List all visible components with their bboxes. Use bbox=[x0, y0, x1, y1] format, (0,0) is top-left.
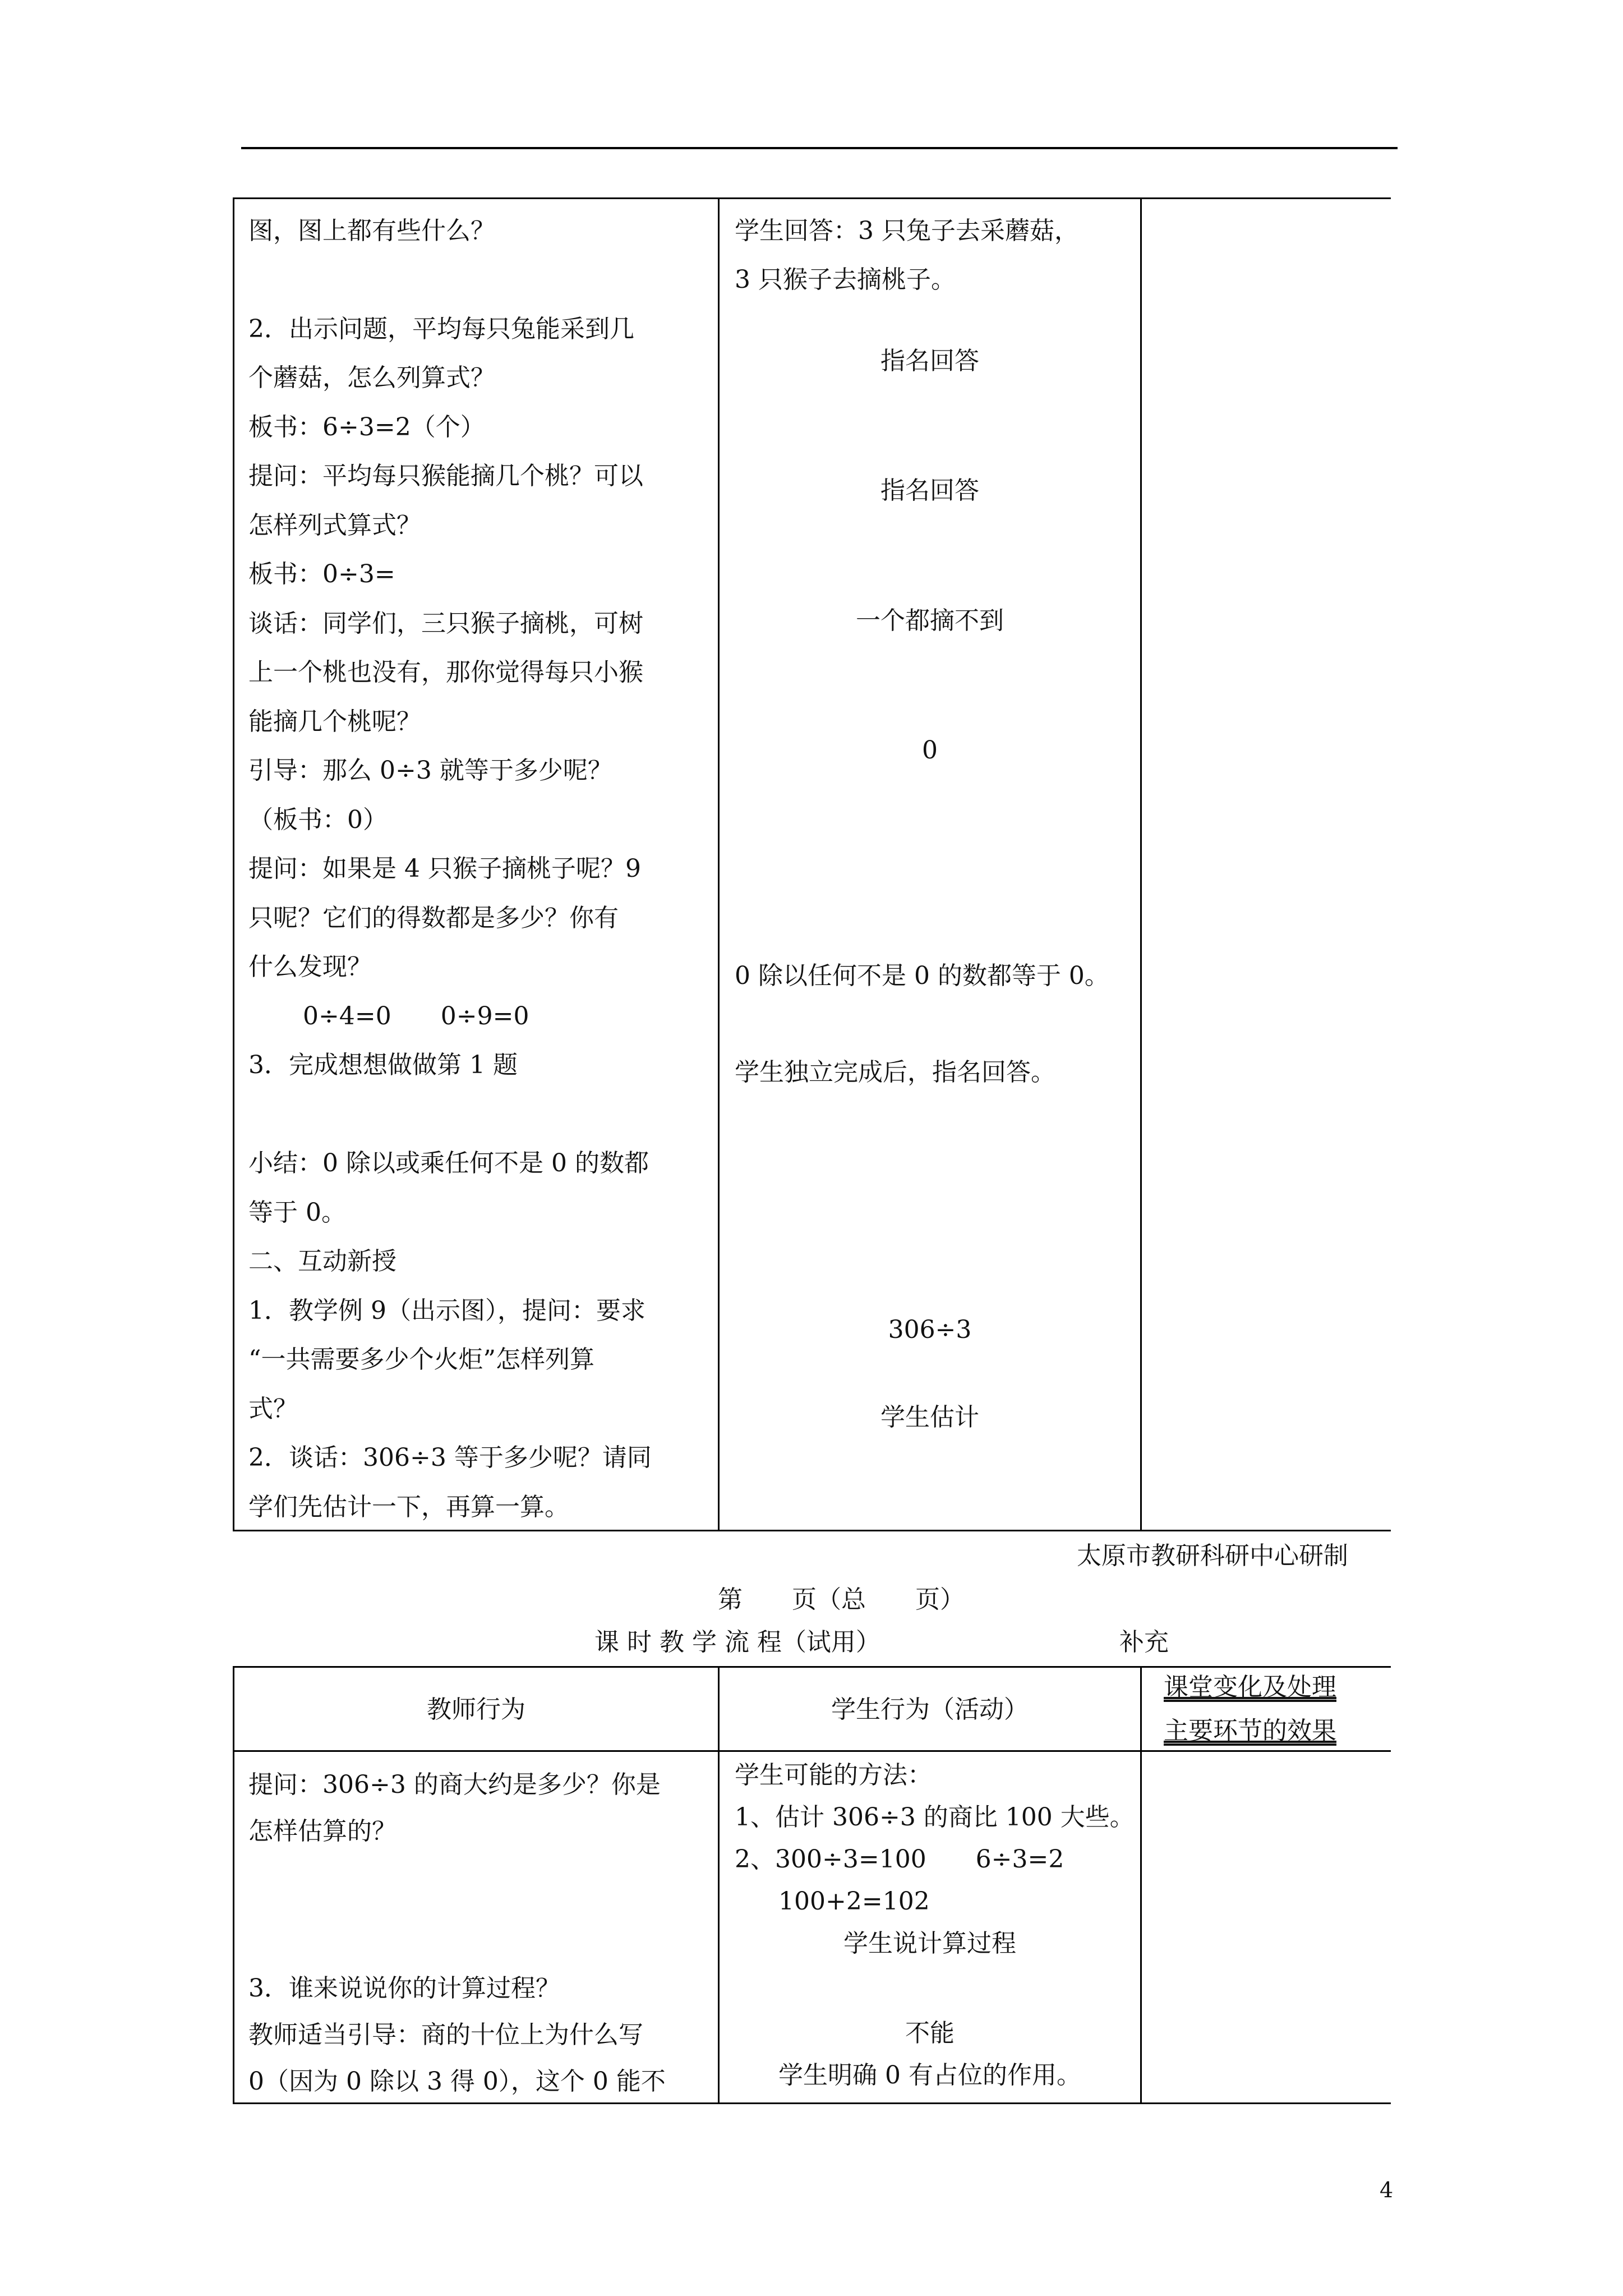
text-line: 3 只猴子去摘桃子。 bbox=[735, 265, 956, 294]
header-rule bbox=[241, 147, 1398, 149]
key-effects-header: 主要环节的效果 bbox=[1164, 1717, 1336, 1745]
text-line: 0÷4=0 0÷9=0 bbox=[303, 1002, 529, 1030]
header-row-border bbox=[233, 1750, 1391, 1752]
text-line: 3．完成想想做做第 1 题 bbox=[248, 1051, 518, 1079]
column-divider bbox=[1140, 197, 1142, 1531]
column-divider bbox=[1140, 1666, 1142, 2104]
text-line: 板书：0÷3= bbox=[248, 560, 395, 588]
text-line: 指名回答 bbox=[880, 347, 979, 375]
text-line: 板书：6÷3=2（个） bbox=[248, 413, 485, 441]
text-line: 提问：如果是 4 只猴子摘桃子呢？9 bbox=[248, 854, 641, 883]
text-line: 3．谁来说说你的计算过程？ bbox=[248, 1974, 560, 2003]
text-line: 学们先估计一下，再算一算。 bbox=[248, 1493, 569, 1521]
text-line: 学生可能的方法： bbox=[735, 1761, 932, 1789]
text-line: 图，图上都有些什么？ bbox=[248, 217, 495, 245]
text-line: 引导：那么 0÷3 就等于多少呢？ bbox=[248, 756, 612, 785]
text-line: 1．教学例 9（出示图），提问：要求 bbox=[248, 1296, 645, 1325]
text-line: 提问：306÷3 的商大约是多少？你是 bbox=[248, 1770, 661, 1799]
text-line: 不能 bbox=[905, 2019, 955, 2047]
page-count-line: 第 页（总 页） bbox=[718, 1585, 965, 1614]
table-top-border bbox=[233, 1666, 1391, 1668]
text-line: 学生独立完成后，指名回答。 bbox=[735, 1058, 1055, 1087]
page-number: 4 bbox=[1380, 2178, 1394, 2202]
text-line: 谈话：同学们，三只猴子摘桃，可树 bbox=[248, 609, 643, 638]
text-line: （板书：0） bbox=[248, 806, 388, 834]
text-line: 小结：0 除以或乘任何不是 0 的数都 bbox=[248, 1149, 649, 1177]
supplement-label: 补充 bbox=[1119, 1628, 1169, 1657]
text-line: 学生说计算过程 bbox=[843, 1929, 1016, 1958]
flow-title: 课 时 教 学 流 程（试用） bbox=[594, 1628, 880, 1657]
text-line: 上一个桃也没有，那你觉得每只小猴 bbox=[248, 658, 643, 687]
text-line: 0 除以任何不是 0 的数都等于 0。 bbox=[735, 961, 1109, 990]
table-left-border bbox=[233, 197, 234, 1531]
text-line: 能摘几个桃呢？ bbox=[248, 707, 421, 736]
student-behavior-header: 学生行为（活动） bbox=[831, 1695, 1029, 1724]
classroom-changes-header: 课堂变化及处理 bbox=[1164, 1673, 1336, 1701]
table-left-border bbox=[233, 1666, 234, 2104]
text-line: 学生估计 bbox=[880, 1403, 979, 1432]
table-bottom-border bbox=[233, 2102, 1391, 2104]
text-line: 0（因为 0 除以 3 得 0），这个 0 能不 bbox=[248, 2067, 666, 2096]
text-line: 个蘑菇，怎么列算式？ bbox=[248, 364, 495, 392]
text-line: 一个都摘不到 bbox=[856, 606, 1004, 635]
institution-credit: 太原市教研科研中心研制 bbox=[1077, 1542, 1348, 1570]
text-line: 式？ bbox=[248, 1395, 298, 1423]
text-line: 怎样列式算式？ bbox=[248, 511, 421, 540]
text-line: 二、互动新授 bbox=[248, 1247, 396, 1276]
table-bottom-border bbox=[233, 1530, 1391, 1531]
text-line: 学生回答：3 只兔子去采蘑菇， bbox=[735, 217, 1079, 245]
text-line: 100+2=102 bbox=[778, 1887, 930, 1916]
text-line: 怎样估算的？ bbox=[248, 1817, 396, 1846]
text-line: 2．出示问题，平均每只兔能采到几 bbox=[248, 315, 634, 343]
text-line: 0 bbox=[922, 736, 938, 765]
text-line: 学生明确 0 有占位的作用。 bbox=[778, 2061, 1081, 2090]
table-top-border bbox=[233, 197, 1391, 199]
text-line: 提问：平均每只猴能摘几个桃？可以 bbox=[248, 462, 643, 490]
text-line: 指名回答 bbox=[880, 476, 979, 505]
text-line: 2．谈话：306÷3 等于多少呢？请同 bbox=[248, 1443, 652, 1472]
text-line: 1、估计 306÷3 的商比 100 大些。 bbox=[735, 1803, 1135, 1832]
teacher-behavior-header: 教师行为 bbox=[427, 1695, 525, 1724]
text-line: “一共需要多少个火炬”怎样列算 bbox=[248, 1345, 594, 1374]
text-line: 只呢？它们的得数都是多少？你有 bbox=[248, 904, 619, 932]
text-line: 等于 0。 bbox=[248, 1198, 346, 1227]
text-line: 2、300÷3=100 6÷3=2 bbox=[735, 1845, 1064, 1874]
text-line: 306÷3 bbox=[888, 1315, 972, 1344]
text-line: 什么发现？ bbox=[248, 953, 372, 981]
text-line: 教师适当引导：商的十位上为什么写 bbox=[248, 2021, 643, 2049]
